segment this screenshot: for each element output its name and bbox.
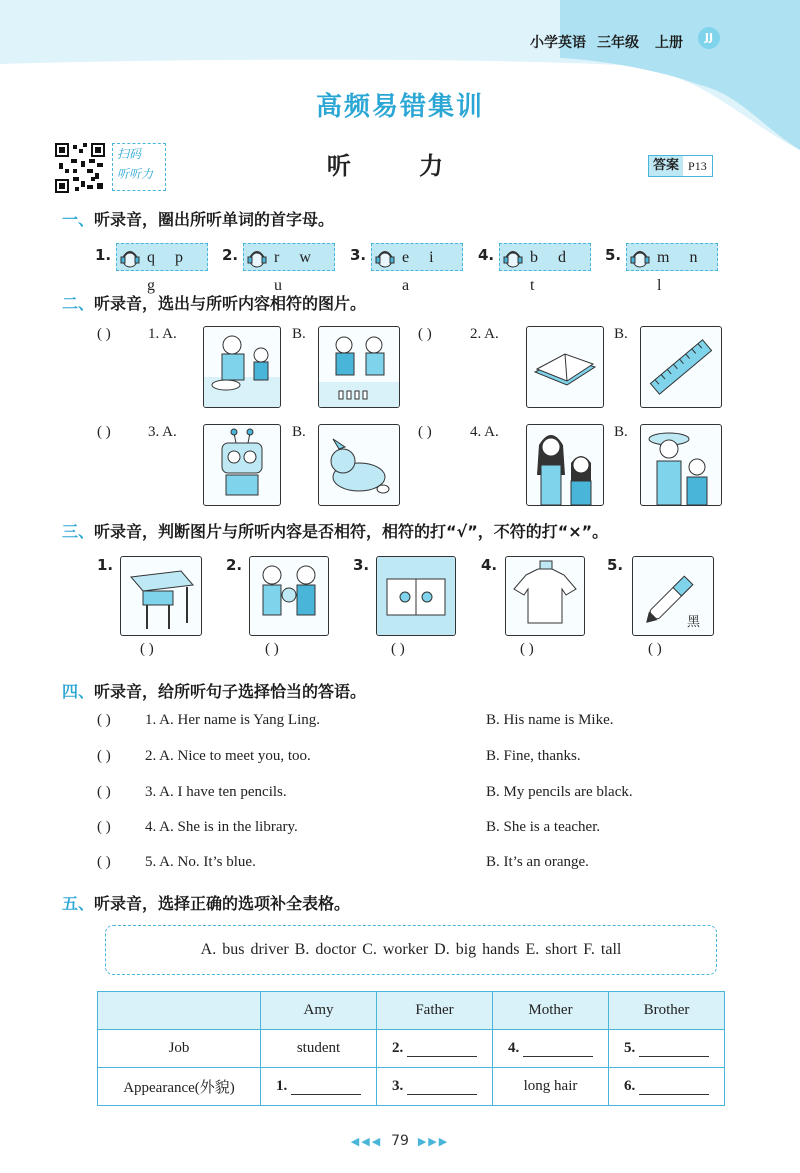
pic-girl-hat-boy bbox=[640, 424, 722, 506]
pic-robot bbox=[203, 424, 281, 506]
right-arrows-icon: ▶▶▶ bbox=[417, 1135, 450, 1148]
p1-num-2: 2. bbox=[222, 246, 239, 264]
p2-q3-a: 3. A. bbox=[148, 424, 177, 440]
blank-cell[interactable]: 4. bbox=[493, 1030, 609, 1068]
blank-cell[interactable]: 2. bbox=[377, 1030, 493, 1068]
p1-letters-5: m n l bbox=[626, 243, 718, 271]
p4-q1-a: 1. A. Her name is Yang Ling. bbox=[145, 712, 320, 728]
p1-letters-2: r w u bbox=[243, 243, 335, 271]
blank-cell[interactable]: 5. bbox=[609, 1030, 725, 1068]
p2-q3-b: B. bbox=[292, 424, 306, 440]
blank-cell[interactable]: 3. bbox=[377, 1068, 493, 1106]
pic-family-cooking bbox=[203, 326, 281, 408]
p3-paren-3[interactable]: ( ) bbox=[391, 641, 405, 657]
p2-paren-3[interactable]: ( ) bbox=[97, 424, 111, 440]
header-grade: 三年级 bbox=[597, 35, 639, 51]
p4-q2-b: B. Fine, thanks. bbox=[486, 748, 581, 764]
headphone-icon bbox=[629, 246, 651, 270]
pen-color-label: 黑 bbox=[687, 615, 701, 630]
p3-num-1: 1. bbox=[97, 556, 114, 574]
header-badge: JJ bbox=[698, 27, 720, 49]
p1-num-3: 3. bbox=[350, 246, 367, 264]
p1-num-1: 1. bbox=[95, 246, 112, 264]
headphone-icon bbox=[246, 246, 268, 270]
header-subject: 小学英语 bbox=[530, 35, 586, 51]
p3-num-4: 4. bbox=[481, 556, 498, 574]
p4-paren-3[interactable]: ( ) bbox=[97, 784, 111, 800]
pic-pen bbox=[632, 556, 714, 636]
pic-ruler bbox=[640, 326, 722, 408]
p3-paren-5[interactable]: ( ) bbox=[648, 641, 662, 657]
p4-q2-a: 2. A. Nice to meet you, too. bbox=[145, 748, 311, 764]
section-1-title: 一、听录音，圈出所听单词的首字母。 bbox=[62, 210, 335, 229]
p2-q1-a: 1. A. bbox=[148, 326, 177, 342]
p4-paren-5[interactable]: ( ) bbox=[97, 854, 111, 870]
p4-q5-a: 5. A. No. It’s blue. bbox=[145, 854, 256, 870]
table-row bbox=[98, 1068, 725, 1106]
p2-paren-4[interactable]: ( ) bbox=[418, 424, 432, 440]
p3-num-2: 2. bbox=[226, 556, 243, 574]
p4-q4-b: B. She is a teacher. bbox=[486, 819, 601, 835]
p1-num-4: 4. bbox=[478, 246, 495, 264]
table-row bbox=[98, 1030, 725, 1068]
pic-dog bbox=[318, 424, 400, 506]
scan-hint: 扫码 听听力 bbox=[112, 143, 166, 191]
page-title: 高频易错集训 bbox=[315, 92, 484, 122]
p4-paren-4[interactable]: ( ) bbox=[97, 819, 111, 835]
section-2-title: 二、听录音，选出与所听内容相符的图片。 bbox=[62, 294, 367, 313]
left-arrows-icon: ◀◀◀ bbox=[350, 1135, 383, 1148]
table-header-row bbox=[98, 992, 725, 1030]
options-box: A. bus driver B. doctor C. worker D. big hands E. short F. tall bbox=[105, 925, 717, 975]
pic-desk bbox=[120, 556, 202, 636]
p4-q4-a: 4. A. She is in the library. bbox=[145, 819, 298, 835]
section-4-title: 四、听录音，给所听句子选择恰当的答语。 bbox=[62, 682, 367, 701]
blank-cell[interactable]: 6. bbox=[609, 1068, 725, 1106]
table-cell: student bbox=[261, 1030, 377, 1068]
p4-q3-b: B. My pencils are black. bbox=[486, 784, 633, 800]
p1-letters-4: b d t bbox=[499, 243, 591, 271]
p2-q2-a: 2. A. bbox=[470, 326, 499, 342]
p3-paren-2[interactable]: ( ) bbox=[265, 641, 279, 657]
headphone-icon bbox=[502, 246, 524, 270]
p4-q3-a: 3. A. I have ten pencils. bbox=[145, 784, 287, 800]
pic-room bbox=[376, 556, 456, 636]
p2-q1-b: B. bbox=[292, 326, 306, 342]
p1-letters-3: e i a bbox=[371, 243, 463, 271]
pic-family-dominoes bbox=[318, 326, 400, 408]
p3-paren-4[interactable]: ( ) bbox=[520, 641, 534, 657]
answer-reference: 答案 P13 bbox=[648, 155, 713, 177]
p2-q2-b: B. bbox=[614, 326, 628, 342]
pic-two-girls bbox=[526, 424, 604, 506]
pic-book bbox=[526, 326, 604, 408]
p4-q1-b: B. His name is Mike. bbox=[486, 712, 614, 728]
p2-q4-a: 4. A. bbox=[470, 424, 499, 440]
col-amy: Amy bbox=[261, 992, 377, 1030]
header-volume: 上册 bbox=[655, 35, 683, 51]
p4-paren-2[interactable]: ( ) bbox=[97, 748, 111, 764]
p4-q5-b: B. It’s an orange. bbox=[486, 854, 589, 870]
pic-shirt bbox=[505, 556, 585, 636]
col-brother: Brother bbox=[609, 992, 725, 1030]
table-cell: long hair bbox=[493, 1068, 609, 1106]
answer-table bbox=[97, 991, 725, 1106]
col-mother: Mother bbox=[493, 992, 609, 1030]
p3-num-5: 5. bbox=[607, 556, 624, 574]
headphone-icon bbox=[119, 246, 141, 270]
p1-num-5: 5. bbox=[605, 246, 622, 264]
p2-paren-1[interactable]: ( ) bbox=[97, 326, 111, 342]
col-father: Father bbox=[377, 992, 493, 1030]
page-number: ◀◀◀ 79 ▶▶▶ bbox=[350, 1133, 450, 1149]
header-band bbox=[0, 0, 800, 150]
p4-paren-1[interactable]: ( ) bbox=[97, 712, 111, 728]
p1-letters-1: q p g bbox=[116, 243, 208, 271]
p2-paren-2[interactable]: ( ) bbox=[418, 326, 432, 342]
row-label-appearance: Appearance(外貌) bbox=[98, 1068, 261, 1106]
p3-num-3: 3. bbox=[353, 556, 370, 574]
section-5-title: 五、听录音，选择正确的选项补全表格。 bbox=[62, 894, 351, 913]
section-3-title: 三、听录音，判断图片与所听内容是否相符，相符的打“√”，不符的打“×”。 bbox=[62, 522, 609, 541]
row-label-job: Job bbox=[98, 1030, 261, 1068]
section-heading: 听 力 bbox=[326, 152, 474, 180]
pic-two-boys-ball bbox=[249, 556, 329, 636]
p2-q4-b: B. bbox=[614, 424, 628, 440]
blank-cell[interactable]: 1. bbox=[261, 1068, 377, 1106]
headphone-icon bbox=[374, 246, 396, 270]
p3-paren-1[interactable]: ( ) bbox=[140, 641, 154, 657]
